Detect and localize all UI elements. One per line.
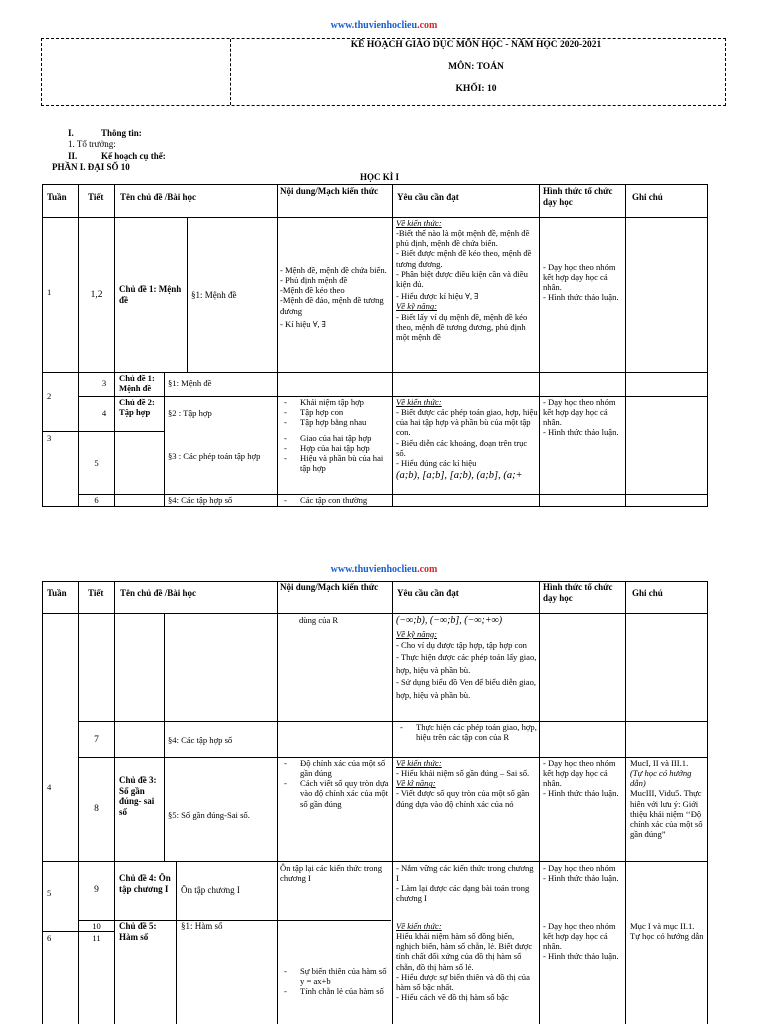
- requirement-cell: Về kiến thức: Hiểu khái niệm hàm số đồng biến, nghịch biến, hàm số chẵn, lẻ. Biết được tính chất đối xứng của đồ thị hàm số chẵn, đồ thị hàm số lẻ. - Hiểu được sự biến thiên và đồ thị của hàm số bậc nhất. - Hiểu cách vẽ đồ thị hàm số bậc: [396, 921, 533, 1002]
- week-cell: 4: [47, 782, 52, 792]
- col-lesson-header: Tiết: [88, 192, 104, 202]
- col-requirement-header: Yêu cầu cần đạt: [397, 192, 459, 202]
- lesson-cell: 10: [92, 921, 101, 931]
- col-content-header: Nội dung/Mạch kiến thức: [280, 186, 379, 196]
- lesson-cell: 3: [101, 378, 107, 388]
- week-cell: 5: [47, 888, 52, 898]
- col-topic-header: Tên chủ đề /Bài học: [120, 192, 197, 202]
- col-requirement-header: Yêu cầu cần đạt: [397, 588, 459, 598]
- team-leader-label: 1. Tổ trưởng:: [68, 139, 116, 149]
- lesson-title-cell: §1: Mệnh đề: [168, 378, 212, 388]
- grade-title: KHỐI: 10: [455, 84, 497, 94]
- lesson-cell: 9: [94, 885, 99, 895]
- method-cell: - Dạy học theo nhóm kết hợp dạy học cá nhân. - Hình thức thảo luận.: [543, 397, 619, 438]
- lesson-title-cell: §5: Số gần đúng-Sai số.: [168, 810, 250, 820]
- requirement-cell: Về kiến thức: -Biết thế nào là một mệnh đề, mệnh đề phủ định, mệnh đề chứa biến. - Biết được mệnh đề kéo theo, mệnh đề tương đương. - Phân biệt được điều kiện cần và điều kiện đủ. - Hiểu được kí hiệu ∀, ∃ Về kỹ năng: - Biết lấy ví dụ mệnh đề, mệnh đề kéo theo, mệnh đề tương đương, phủ định một mệnh đề: [396, 218, 532, 342]
- col-content-header: Nội dung/Mạch kiến thức: [280, 582, 379, 592]
- col-method-header: Hình thức tổ chức dạy học: [543, 186, 613, 207]
- topic-cell: Chủ đề 2: Tập hợp: [119, 397, 155, 418]
- week-cell: 1: [47, 287, 52, 297]
- requirement-cell: - Nắm vững các kiến thức trong chương I - Làm lại được các dạng bài toán trong chương I: [396, 863, 534, 904]
- section-i-title: Thông tin:: [101, 128, 142, 138]
- col-note-header: Ghi chú: [632, 192, 663, 202]
- content-cell: - Độ chính xác của một số gần đúng - Cách viết số quy tròn dựa vào độ chính xác của một số gần đúng: [280, 758, 391, 809]
- requirement-cell: (−∞;b), (−∞;b], (−∞;+∞) Về kỹ năng: - Cho ví dụ được tập hợp, tập hợp con - Thực hiện được các phép toán lấy giao, hợp, hiệu và phần bù. - Sử dụng biểu đồ Ven để biểu diễn giao, hợp, hiệu và phần bù.: [396, 615, 537, 700]
- col-topic-header: Tên chủ đề /Bài học: [120, 588, 197, 598]
- content-cell: Ôn tập lại các kiến thức trong chương I: [280, 863, 383, 884]
- lesson-title-cell: §1: Mệnh đề: [191, 290, 237, 300]
- lesson-title-cell: §3 : Các phép toán tập hợp: [168, 451, 261, 461]
- lesson-title-cell: §4: Các tập hợp số: [168, 735, 233, 745]
- requirement-cell: Về kiến thức: - Biết được các phép toán giao, hợp, hiệu của hai tập hợp và phần bù của một tập con. - Biểu diễn các khoảng, đoạn trên trục số. - Hiểu đúng các kí hiệu (a;b), [a;b], [a;b), (a;b], (a;+: [396, 397, 538, 481]
- note-cell: Mục I và mục II.1. Tự học có hướng dẫn: [630, 921, 704, 942]
- lesson-cell: 1,2: [90, 290, 103, 300]
- section-i-number: I.: [68, 128, 74, 138]
- content-cell: dùng của R: [299, 615, 339, 625]
- lesson-title-cell: Ôn tập chương I: [181, 885, 240, 895]
- plan-title: KẾ HOẠCH GIÁO DỤC MÔN HỌC - NĂM HỌC 2020-2021: [350, 40, 602, 50]
- section-ii-number: II.: [68, 151, 78, 161]
- quantifier-symbols: ∀, ∃: [465, 291, 479, 301]
- col-note-header: Ghi chú: [632, 588, 663, 598]
- part-title: PHẦN I. ĐẠI SỐ 10: [52, 162, 130, 172]
- col-lesson-header: Tiết: [88, 588, 104, 598]
- topic-cell: Chủ đề 3: Số gần đúng- sai số: [119, 775, 157, 817]
- topic-cell: Chủ đề 5: Hàm số: [119, 921, 157, 942]
- topic-cell: Chủ đề 4: Ôn tập chương I: [119, 873, 171, 894]
- method-cell: - Dạy học theo nhóm - Hình thức thảo luận.: [543, 863, 619, 884]
- content-cell: - Mệnh đề, mệnh đề chứa biến. - Phủ định mệnh đề -Mệnh đề kéo theo -Mệnh đề đảo, mệnh đề tương đương - Kí hiệu ∀, ∃: [280, 265, 387, 329]
- week-cell: 2: [47, 391, 52, 401]
- lesson-cell: 4: [101, 408, 107, 418]
- section-ii-title: Kế hoạch cụ thể:: [101, 151, 166, 161]
- lesson-cell: 5: [94, 458, 99, 468]
- semester-title: HỌC KÌ I: [360, 172, 400, 182]
- lesson-cell: 6: [94, 495, 99, 505]
- week-cell: 3: [47, 433, 52, 443]
- quantifier-symbols: ∀, ∃: [312, 319, 326, 329]
- content-cell: - Khái niệm tập hợp - Tập hợp con - Tập hợp bằng nhau: [280, 397, 391, 427]
- requirement-cell: Về kiến thức: - Hiểu khái niệm số gần đúng – Sai số. Về kĩ năng: - Viết được số quy tròn của một số gần đúng dựa vào độ chính xác của nó: [396, 758, 530, 809]
- lesson-cell: 7: [94, 735, 99, 745]
- content-cell: - Sự biến thiên của hàm số y = ax+b - Tính chẵn lẻ của hàm số: [280, 966, 391, 996]
- week-cell: 6: [47, 933, 52, 943]
- topic-cell: Chủ đề 1: Mệnh đề: [119, 284, 182, 305]
- col-week-header: Tuần: [47, 192, 67, 202]
- lesson-cell: 8: [94, 804, 99, 814]
- method-cell: - Dạy học theo nhóm kết hợp dạy học cá nhân. - Hình thức thảo luận.: [543, 262, 619, 303]
- site-header-top[interactable]: www.thuvienhoclieu.com: [330, 20, 438, 31]
- method-cell: - Dạy học theo nhóm kết hợp dạy học cá nhân. - Hình thức thảo luận.: [543, 921, 619, 962]
- lesson-title-cell: §2 : Tập hợp: [168, 408, 212, 418]
- lesson-title-cell: §4: Các tập hợp số: [168, 495, 233, 505]
- interval-symbols: (a;b), [a;b], [a;b), (a;b], (a;+: [396, 469, 523, 481]
- interval-symbols: (−∞;b), (−∞;b], (−∞;+∞): [396, 615, 503, 626]
- method-cell: - Dạy học theo nhóm kết hợp dạy học cá nhân. - Hình thức thảo luận.: [543, 758, 619, 799]
- col-method-header: Hình thức tổ chức dạy học: [543, 582, 613, 603]
- content-cell: - Các tập con thường: [280, 495, 391, 505]
- col-week-header: Tuần: [47, 588, 67, 598]
- content-cell: - Giao của hai tập hợp - Hợp của hai tập hợp - Hiệu và phần bù của hai tập hợp: [280, 433, 391, 474]
- subject-title: MÔN: TOÁN: [448, 62, 504, 72]
- note-cell: MucI, II và III.1. (Tự học có hướng dẫn) MucIII, Vidu5. Thực hiên với lưu ý: Giới thiệu khái niệm ‘‘Độ chính xác của một số gần đúng”: [630, 758, 703, 839]
- requirement-cell: - Thực hiện các phép toán giao, hợp, hiệu trên các tập con của R: [396, 722, 538, 742]
- site-header-bottom[interactable]: www.thuvienhoclieu.com: [330, 564, 438, 575]
- lesson-cell: 11: [92, 933, 101, 943]
- topic-cell: Chủ đề 1: Mệnh đề: [119, 373, 155, 394]
- lesson-title-cell: §1: Hàm số: [181, 921, 223, 931]
